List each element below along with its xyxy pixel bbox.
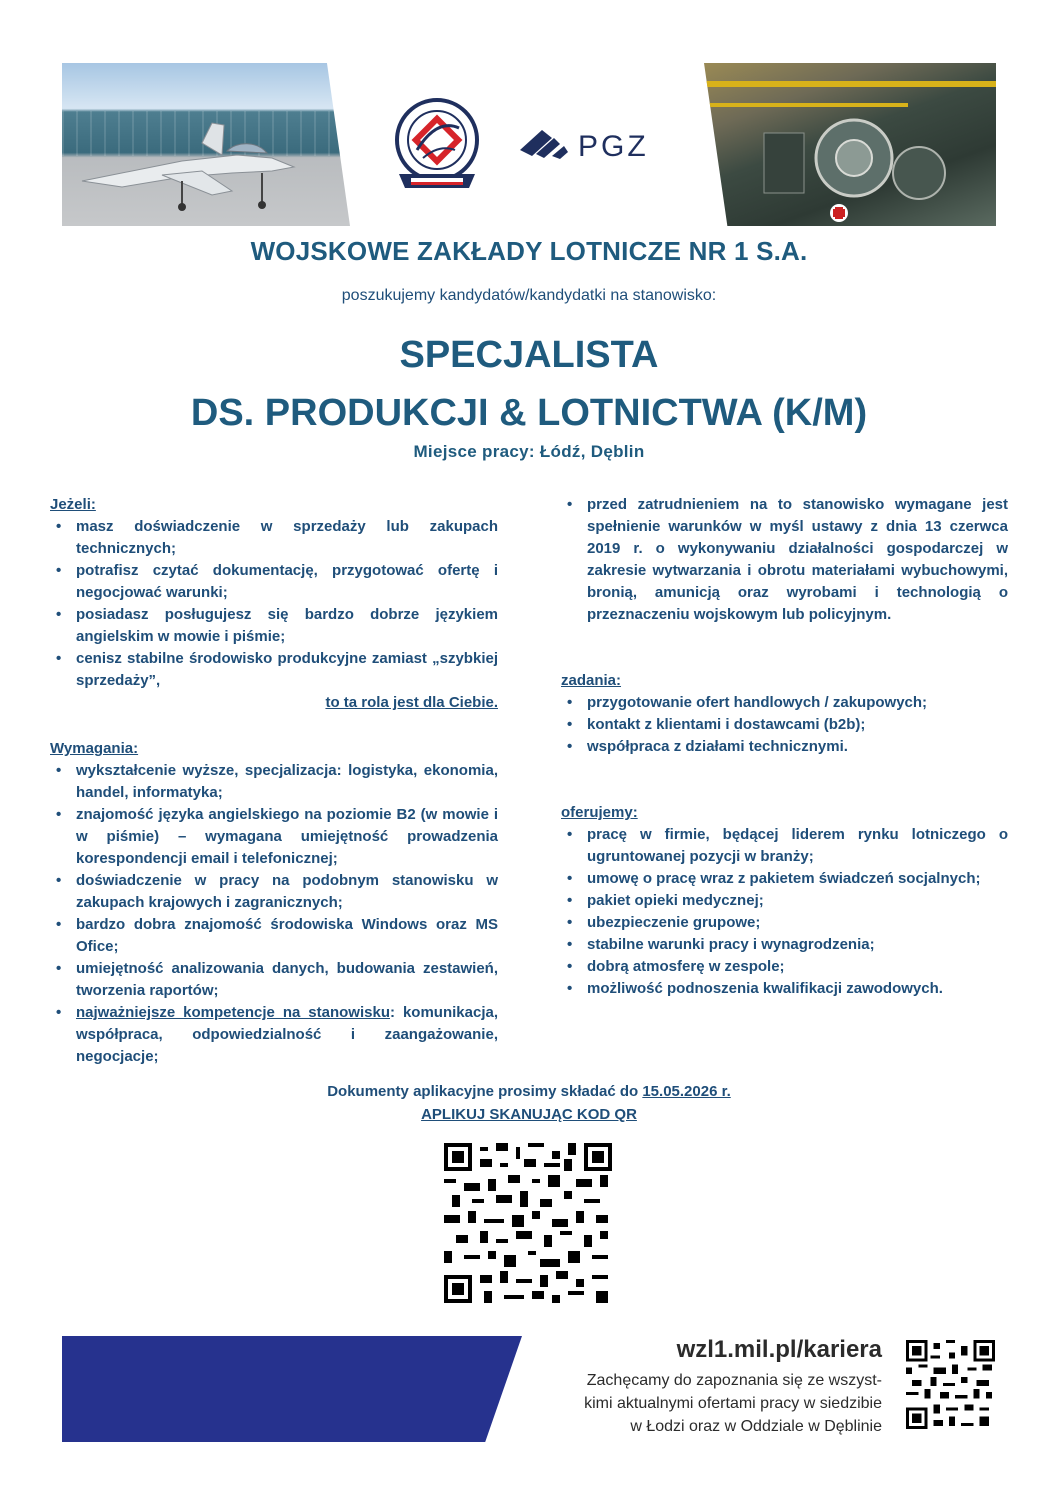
requirements-heading: Wymagania: xyxy=(50,740,139,757)
list-item: • przygotowanie ofert handlowych / zakupowych; xyxy=(561,692,1008,714)
list-item: • ubezpieczenie grupowe; xyxy=(561,912,1008,934)
pgz-logo xyxy=(516,124,668,164)
list-item: • wykształcenie wyższe, specjalizacja: logistyka, ekonomia, handel, informatyka; xyxy=(50,760,498,804)
deadline-date: 15.05.2026 r. xyxy=(642,1083,731,1100)
position-title-line2: DS. PRODUKCJI & LOTNICTWA (K/M) xyxy=(190,392,868,434)
scan-qr-cta[interactable]: APLIKUJ SKANUJĄC KOD QR xyxy=(421,1106,637,1123)
apply-qr-code[interactable] xyxy=(444,1143,612,1303)
footer-text-line: Zachęcamy do zapoznania się ze wszyst- xyxy=(586,1372,882,1389)
tasks-heading: zadania: xyxy=(561,672,622,689)
list-item: • kontakt z klientami i dostawcami (b2b); xyxy=(561,714,1008,736)
role-fit-tagline: to ta rola jest dla Ciebie. xyxy=(325,694,498,711)
recruitment-subtitle: poszukujemy kandydatów/kandydatki na stanowisko: xyxy=(341,287,717,304)
list-item: • stabilne warunki pracy i wynagrodzenia; xyxy=(561,934,1008,956)
application-deadline xyxy=(0,1083,1058,1100)
list-item: • bardzo dobra znajomość środowiska Windows oraz MS Ofice; xyxy=(50,914,498,958)
requirements-list xyxy=(50,760,498,1068)
wzl-emblem-logo xyxy=(389,98,485,194)
list-item: • znajomość języka angielskiego na poziomie B2 (w mowie i w piśmie) – wymagana umiejętność prowadzenia korespondencji email i telefonicznej; xyxy=(50,804,498,870)
footer-description xyxy=(520,1369,882,1438)
footer-banner xyxy=(62,1336,522,1442)
svg-text:PGZ: PGZ xyxy=(578,130,649,163)
if-heading: Jeżeli: xyxy=(50,496,96,513)
footer-text-line: kimi aktualnymi ofertami pracy w siedzibie xyxy=(584,1395,882,1412)
offer-list xyxy=(561,824,1008,1000)
list-item: • umowę o pracę wraz z pakietem świadczeń socjalnych; xyxy=(561,868,1008,890)
list-item: • dobrą atmosferę w zespole; xyxy=(561,956,1008,978)
engine-workshop-photo xyxy=(704,63,996,226)
aircraft-photo xyxy=(62,63,350,226)
deadline-prefix: Dokumenty aplikacyjne prosimy składać do xyxy=(327,1083,643,1100)
legal-list xyxy=(561,494,1008,626)
position-title-line1: SPECJALISTA xyxy=(399,334,659,376)
list-item xyxy=(50,1002,498,1068)
list-item: • przed zatrudnieniem na to stanowisko wymagane jest spełnienie warunków w myśl ustawy z dnia 13 czerwca 2019 r. o wykonywaniu działalności gospodarczej w zakresie wytwarzania i obrotu materiałami wybuchowymi, bronią, amunicją oraz wyrobami i technologią o przeznaczeniu wojskowym lub policyjnym. xyxy=(561,494,1008,626)
list-item: • pracę w firmie, będącej liderem rynku lotniczego o ugruntowanej pozycji w branży; xyxy=(561,824,1008,868)
careers-qr-code[interactable] xyxy=(906,1340,995,1429)
list-item: • masz doświadczenie w sprzedaży lub zakupach technicznych; xyxy=(50,516,498,560)
list-item: • pakiet opieki medycznej; xyxy=(561,890,1008,912)
work-location: Miejsce pracy: Łódź, Dęblin xyxy=(413,442,645,461)
list-item: • cenisz stabilne środowisko produkcyjne zamiast „szybkiej sprzedaży”, xyxy=(50,648,498,692)
list-item: • współpraca z działami technicznymi. xyxy=(561,736,1008,758)
offer-heading: oferujemy: xyxy=(561,804,638,821)
right-column xyxy=(561,494,1008,1000)
company-name: WOJSKOWE ZAKŁADY LOTNICZE NR 1 S.A. xyxy=(250,236,808,266)
list-item: • posiadasz posługujesz się bardzo dobrze językiem angielskim w mowie i piśmie; xyxy=(50,604,498,648)
list-item: • możliwość podnoszenia kwalifikacji zawodowych. xyxy=(561,978,1008,1000)
if-list xyxy=(50,516,498,692)
key-competences-label: najważniejsze kompetencje na stanowisku xyxy=(76,1004,390,1021)
careers-url[interactable]: wzl1.mil.pl/kariera xyxy=(676,1336,882,1363)
list-item: • potrafisz czytać dokumentację, przygotować ofertę i negocjować warunki; xyxy=(50,560,498,604)
key-competences-text: : komunikacja, współpraca, odpowiedzialność i zaangażowanie, negocjacje; xyxy=(76,1004,498,1065)
list-item: • umiejętność analizowania danych, budowania zestawień, tworzenia raportów; xyxy=(50,958,498,1002)
list-item: • doświadczenie w pracy na podobnym stanowisku w zakupach krajowych i zagranicznych; xyxy=(50,870,498,914)
left-column xyxy=(50,494,498,1068)
footer-text-line: w Łodzi oraz w Oddziale w Dęblinie xyxy=(630,1418,882,1435)
tasks-list xyxy=(561,692,1008,758)
